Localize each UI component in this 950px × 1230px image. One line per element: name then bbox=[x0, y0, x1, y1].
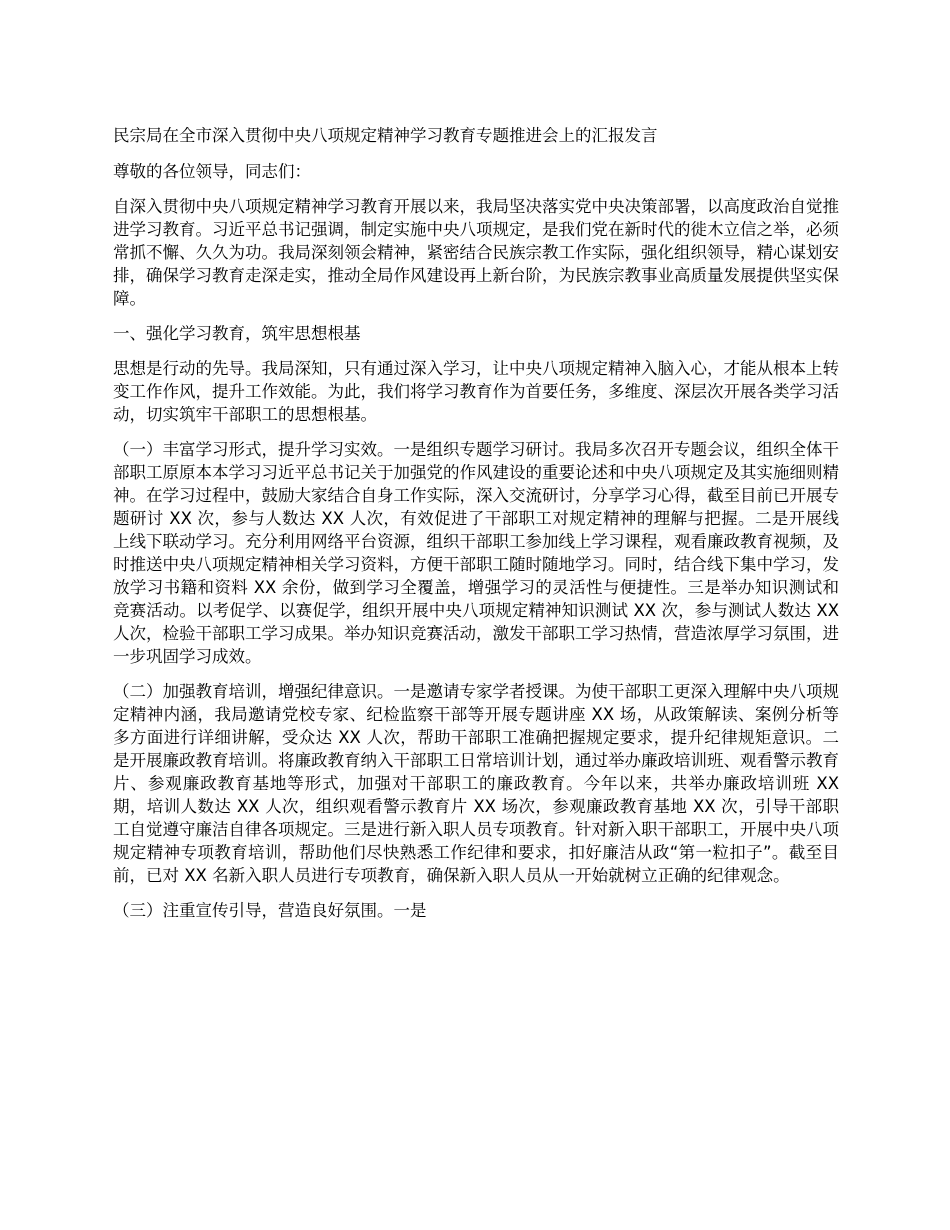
paragraph-section-1-intro: 思想是行动的先导。我局深知，只有通过深入学习，让中央八项规定精神入脑入心，才能从根本上转变工作作风，提升工作效能。为此，我们将学习教育作为首要任务，多维度、深层次开展各类学习活动，切实筑牢干部职工的思想根基。 bbox=[113, 359, 839, 424]
paragraph-subsection-1: （一）丰富学习形式，提升学习实效。一是组织专题学习研讨。我局多次召开专题会议，组织全体干部职工原原本本学习习近平总书记关于加强党的作风建设的重要论述和中央八项规定及其实施细则精神。在学习过程中，鼓励大家结合自身工作实际，深入交流研讨，分享学习心得，截至目前已开展专题研讨 XX 次，参与人数达 XX 人次，有效促进了干部职工对规定精神的理解与把握。二是开展线上线下联动学习。充分利用网络平台资源，组织干部职工参加线上学习课程，观看廉政教育视频，及时推送中央八项规定精神相关学习资料，方便干部职工随时随地学习。同时，结合线下集中学习，发放学习书籍和资料 XX 余份，做到学习全覆盖，增强学习的灵活性与便捷性。三是举办知识测试和竞赛活动。以考促学、以赛促学，组织开展中央八项规定精神知识测试 XX 次，参与测试人数达 XX 人次，检验干部职工学习成果。举办知识竞赛活动，激发干部职工学习热情，营造浓厚学习氛围，进一步巩固学习成效。 bbox=[113, 440, 839, 666]
document-title: 民宗局在全市深入贯彻中央八项规定精神学习教育专题推进会上的汇报发言 bbox=[113, 126, 658, 145]
document-page bbox=[113, 124, 839, 934]
paragraph-subsection-2: （二）加强教育培训，增强纪律意识。一是邀请专家学者授课。为使干部职工更深入理解中央八项规定精神内涵，我局邀请党校专家、纪检监察干部等开展专题讲座 XX 场，从政策解读、案例分析等多方面进行详细讲解，受众达 XX 人次，帮助干部职工准确把握规定要求，提升纪律规矩意识。二是开展廉政教育培训。将廉政教育纳入干部职工日常培训计划，通过举办廉政培训班、观看警示教育片、参观廉政教育基地等形式，加强对干部职工的廉政教育。今年以来，共举办廉政培训班 XX 期，培训人数达 XX 人次，组织观看警示教育片 XX 场次，参观廉政教育基地 XX 次，引导干部职工自觉遵守廉洁自律各项规定。三是进行新入职人员专项教育。针对新入职干部职工，开展中央八项规定精神专项教育培训，帮助他们尽快熟悉工作纪律和要求，扣好廉洁从政“第一粒扣子”。截至目前，已对 XX 名新入职人员进行专项教育，确保新入职人员从一开始就树立正确的纪律观念。 bbox=[113, 682, 839, 885]
paragraph-subsection-3: （三）注重宣传引导，营造良好氛围。一是 bbox=[113, 901, 427, 920]
salutation: 尊敬的各位领导，同志们： bbox=[113, 162, 311, 181]
section-heading-1: 一、强化学习教育，筑牢思想根基 bbox=[113, 324, 361, 343]
paragraph-intro: 自深入贯彻中央八项规定精神学习教育开展以来，我局坚决落实党中央决策部署，以高度政治自觉推进学习教育。习近平总书记强调，制定实施中央八项规定，是我们党在新时代的徙木立信之举，必须常抓不懈、久久为功。我局深刻领会精神，紧密结合民族宗教工作实际，强化组织领导，精心谋划安排，确保学习教育走深走实，推动全局作风建设再上新台阶，为民族宗教事业高质量发展提供坚实保障。 bbox=[113, 197, 839, 308]
